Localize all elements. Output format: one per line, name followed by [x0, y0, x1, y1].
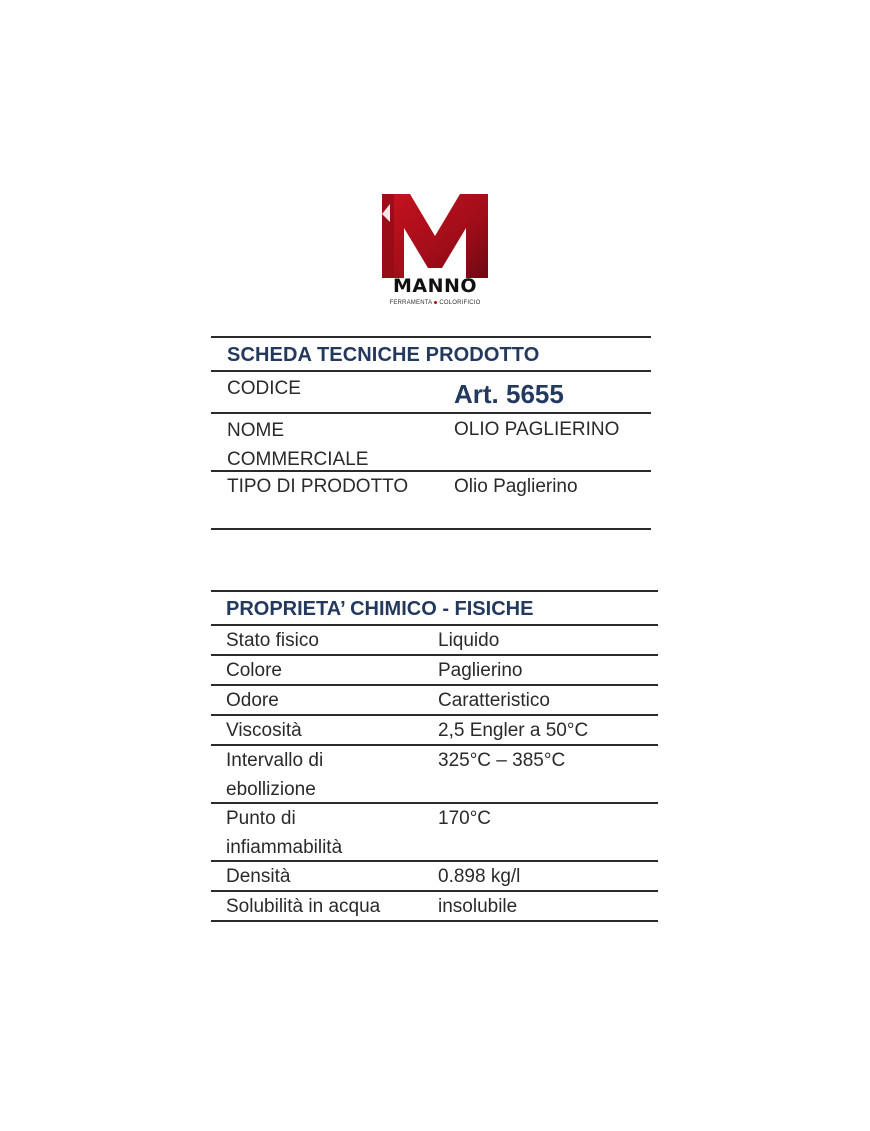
table-row	[211, 746, 658, 804]
tagline-right: COLORIFICIO	[439, 300, 481, 306]
product-type-label: TIPO DI PRODOTTO	[227, 476, 409, 497]
product-sheet-title: SCHEDA TECNICHE PRODOTTO	[227, 344, 540, 366]
commercial-name-value: OLIO PAGLIERINO	[454, 419, 620, 440]
code-label: CODICE	[227, 378, 301, 399]
property-value: 170°C	[438, 808, 492, 829]
table-row	[211, 626, 658, 656]
table-row	[211, 686, 658, 716]
property-value: 0.898 kg/l	[438, 866, 521, 887]
code-value: Art. 5655	[454, 379, 564, 409]
properties-title-row	[211, 592, 658, 626]
property-label: Viscosità	[226, 720, 302, 741]
commercial-name-label	[227, 416, 368, 474]
property-label	[226, 746, 323, 804]
property-label: Stato fisico	[226, 630, 319, 651]
product-sheet-title-row	[211, 338, 651, 372]
property-value: 2,5 Engler a 50°C	[438, 720, 589, 741]
table-row	[211, 892, 658, 922]
property-label-line1: Intervallo di	[226, 750, 324, 771]
property-label: Solubilità in acqua	[226, 896, 381, 917]
properties-table	[211, 590, 658, 922]
commercial-name-label-line2: COMMERCIALE	[227, 449, 369, 470]
property-value: Paglierino	[438, 660, 523, 681]
property-label: Densità	[226, 866, 291, 887]
tagline-left: FERRAMENTA	[389, 300, 433, 306]
table-row	[211, 862, 658, 892]
property-value: Caratteristico	[438, 690, 550, 711]
property-value: insolubile	[438, 896, 518, 917]
table-row	[211, 804, 658, 862]
table-row	[211, 472, 651, 530]
brand-logo	[375, 192, 495, 316]
manno-m-logo-icon	[380, 192, 490, 280]
property-label: Colore	[226, 660, 282, 681]
property-value: Liquido	[438, 630, 500, 651]
product-type-value: Olio Paglierino	[454, 476, 578, 497]
property-value: 325°C – 385°C	[438, 750, 566, 771]
product-sheet-table	[211, 336, 651, 530]
property-label-line2: ebollizione	[226, 779, 316, 800]
brand-name: MANNO	[392, 275, 478, 297]
table-row	[211, 656, 658, 686]
property-label-line2: infiammabilità	[226, 837, 343, 858]
tagline-separator-dot-icon	[434, 301, 437, 304]
table-row	[211, 372, 651, 414]
table-row	[211, 716, 658, 746]
property-label-line1: Punto di	[226, 808, 296, 829]
properties-title: PROPRIETA’ CHIMICO - FISICHE	[226, 598, 534, 620]
property-label: Odore	[226, 690, 279, 711]
commercial-name-label-line1: NOME	[227, 420, 284, 441]
property-label	[226, 804, 342, 862]
brand-tagline	[375, 300, 495, 306]
table-row	[211, 414, 651, 472]
